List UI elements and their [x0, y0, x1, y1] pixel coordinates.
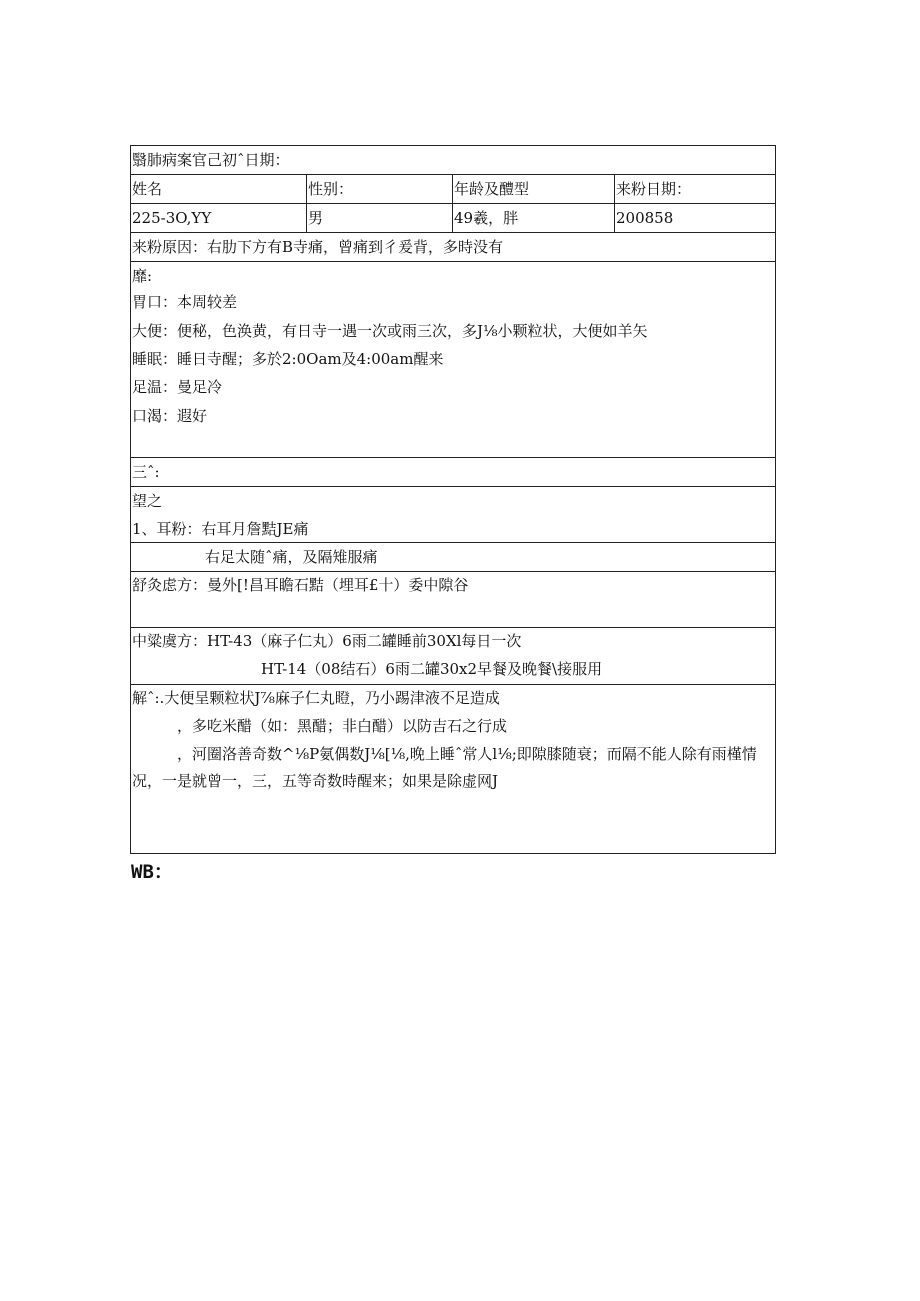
- inquiry-thirst: 口渴：遐好: [132, 407, 208, 425]
- label-name: 姓名: [131, 175, 307, 203]
- label-gender: 性别：: [307, 175, 453, 203]
- inquiry-stool: 大便：便秘，色涣黄，有日寺一遇一次或雨三次，多J⅛小颗粒状，大便如羊矢: [132, 322, 648, 340]
- inquiry-foot-temp: 足温：曼足冷: [132, 378, 223, 396]
- observe-ear-point: 1、耳粉：右耳月詹黠JE痛: [132, 520, 309, 538]
- explain-section: [131, 685, 775, 853]
- three-row: [131, 458, 775, 487]
- reason-row: [131, 233, 775, 262]
- herbal-section: [131, 628, 775, 685]
- value-gender: 男: [307, 204, 453, 232]
- case-title: 翳肺病案官己初ˆ日期：: [132, 151, 290, 169]
- value-name: 225-3O,YY: [131, 204, 307, 232]
- info-value-row: [131, 204, 775, 233]
- herbal-line-1: 中粱虞方：HT-43（麻子仁丸）6雨二罐睡前30Xl每日一次: [132, 632, 522, 650]
- observe-heading: 望之: [132, 492, 163, 510]
- visit-reason: 来粉原因：右肋下方有B寺痛，曾痛到彳爰背，多時没有: [132, 238, 504, 256]
- explain-line-3: ，河圈洛善奇数^⅛P氨偶数J⅛[⅛,晚上睡ˆ常人l⅛;即隙膝随衰；而隔不能人除有雨槿情况，一是就曾一，三，五等奇数時醒来；如果是除虚网J: [132, 745, 757, 790]
- acupuncture-row: [131, 572, 775, 628]
- inquiry-sleep: 睡眠：睡日寺醒；多於2:0Oam及4:00am醒来: [132, 350, 444, 368]
- inquiry-heading: 靡:: [132, 267, 153, 285]
- header-row: [131, 146, 775, 175]
- value-visit-date: 200858: [616, 209, 674, 227]
- observe-extra-row: [131, 543, 775, 572]
- value-age-build: 49羲，胖: [453, 204, 615, 232]
- info-label-row: [131, 175, 775, 204]
- explain-line-1: 解ˆ:.大便呈颗粒状J⅞麻子仁丸瞪，乃小踢津液不足造成: [132, 689, 500, 707]
- herbal-line-2: HT-14（08结石）6雨二罐30x2早餐及晚餐\接服用: [261, 660, 603, 678]
- label-age-build: 年龄及醴型: [453, 175, 615, 203]
- inquiry-section: [131, 262, 775, 458]
- case-record-table: [130, 145, 776, 854]
- acupuncture-prescription: 舒灸虑方：曼外[!昌耳瞻石黠（埋耳£十）委中隙谷: [132, 576, 469, 594]
- label-visit-date: 来粉日期：: [616, 180, 692, 198]
- inquiry-appetite: 胃口：本周较差: [132, 293, 238, 311]
- three-heading: 三ˆ:: [132, 463, 160, 481]
- wb-label: WB：: [131, 861, 173, 883]
- observe-foot-pain: 右足太随ˆ痛，及隔雉服痛: [205, 548, 378, 566]
- observe-section: [131, 487, 775, 543]
- explain-line-2: ，多吃米醋（如：黑醋；非白醋）以防吉石之行成: [177, 717, 508, 735]
